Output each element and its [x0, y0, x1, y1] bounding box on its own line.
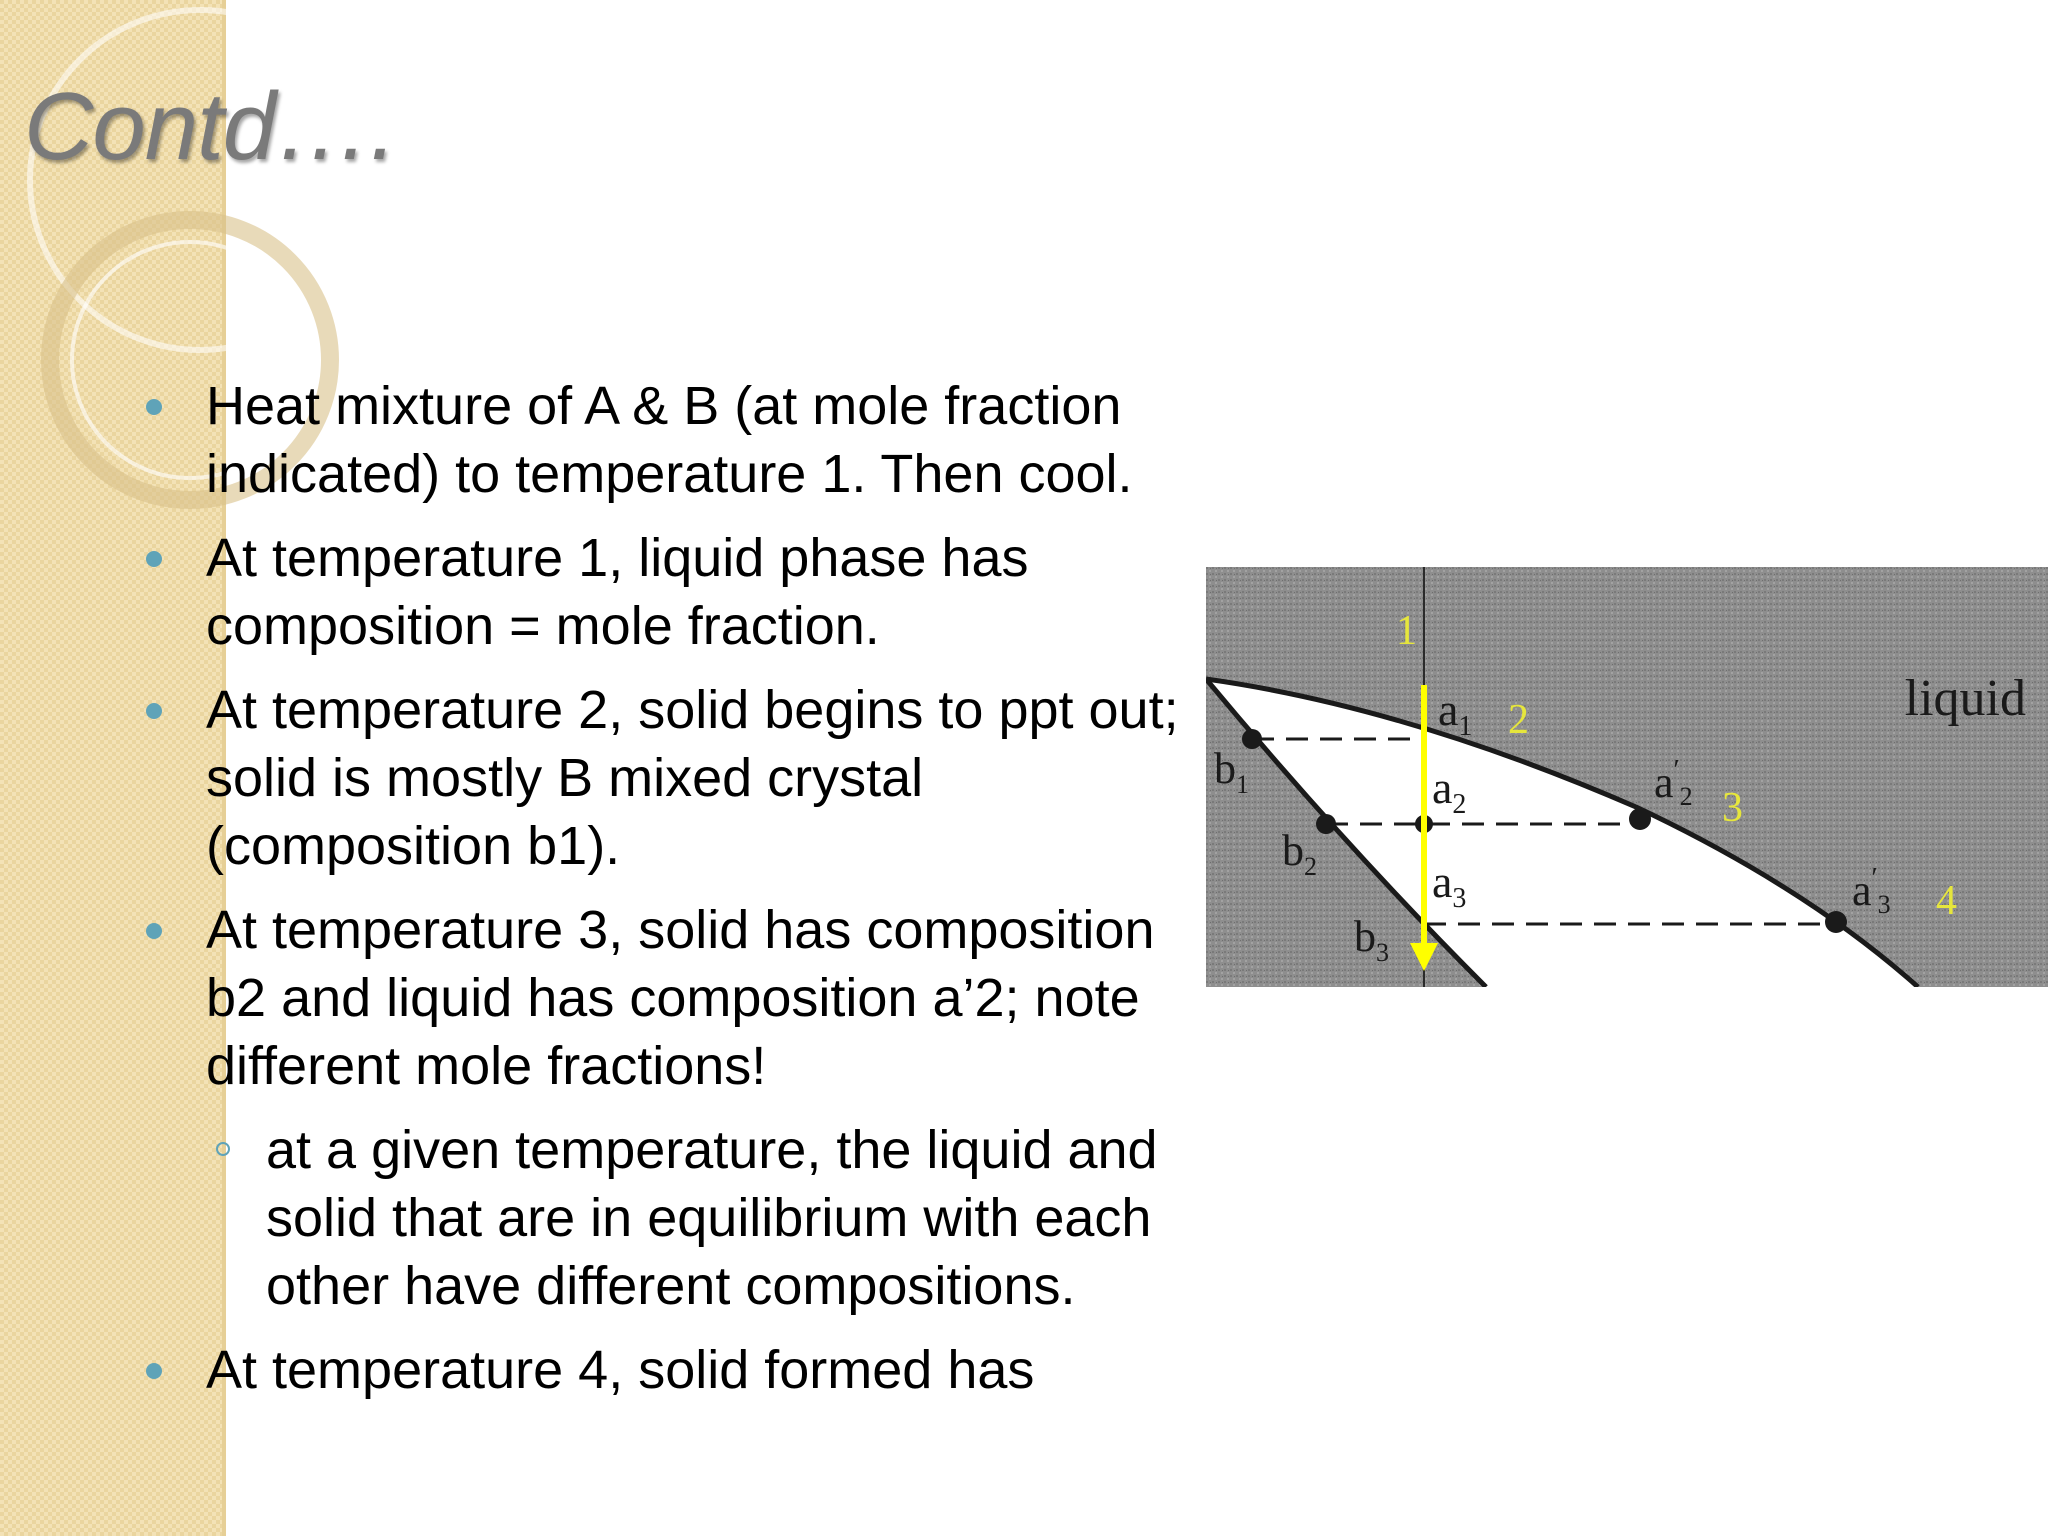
sub-bullet-item [0, 1116, 1200, 1320]
slide-title: Contd…. [24, 73, 396, 180]
bullet-item [0, 1336, 1200, 1404]
point-b2 [1316, 814, 1336, 834]
label-a-prime-2-mark: ′ [1673, 755, 1680, 786]
temperature-label-4: 4 [1936, 878, 1957, 924]
phase-diagram-figure [1206, 567, 2048, 987]
label-b2-letter: b [1282, 826, 1304, 875]
liquid-region-label: liquid [1904, 670, 2026, 727]
bullet-text: At temperature 1, liquid phase has composition = mole fraction. [206, 528, 1029, 656]
label-a2-sub: 2 [1452, 789, 1467, 820]
label-a1-sub: 1 [1458, 711, 1473, 742]
sub-bullet-ring-icon [216, 1142, 230, 1156]
bullet-text: At temperature 2, solid begins to ppt out; solid is mostly B mixed crystal (composition b1). [206, 680, 1179, 876]
temperature-label-2: 2 [1508, 697, 1529, 743]
bullet-text: At temperature 3, solid has composition b2 and liquid has composition a’2; note different mole fractions! [206, 900, 1155, 1096]
point-b1 [1242, 729, 1262, 749]
label-a3-sub: 3 [1452, 883, 1467, 914]
bullet-text: Heat mixture of A & B (at mole fraction indicated) to temperature 1. Then cool. [206, 376, 1133, 504]
label-a1-letter: a [1438, 684, 1459, 735]
point-a-prime-2 [1629, 808, 1651, 830]
label-a-prime-3-mark: ′ [1871, 863, 1878, 894]
point-a-prime-3 [1825, 911, 1847, 933]
label-b2-sub: 2 [1304, 852, 1317, 881]
bullet-item [0, 372, 1200, 508]
label-a-prime-2-sub: 2 [1679, 782, 1693, 811]
label-a3-letter: a [1432, 856, 1453, 907]
phase-diagram [1206, 567, 2048, 987]
label-b1-letter: b [1214, 744, 1236, 793]
label-b1-sub: 1 [1236, 770, 1249, 799]
temperature-label-3: 3 [1722, 785, 1743, 831]
bullet-item [0, 524, 1200, 660]
bullet-text: At temperature 4, solid formed has [206, 1340, 1035, 1400]
label-b3-letter: b [1354, 912, 1376, 961]
bullet-item [0, 896, 1200, 1100]
bullet-list [0, 372, 1200, 1420]
temperature-label-1: 1 [1396, 608, 1417, 654]
bullet-dot-icon [146, 399, 162, 415]
bullet-dot-icon [146, 703, 162, 719]
label-a2-letter: a [1432, 762, 1453, 813]
label-a-prime-3-letter: a [1852, 866, 1872, 915]
label-a-prime-2-letter: a [1654, 758, 1674, 807]
sub-bullet-text: at a given temperature, the liquid and solid that are in equilibrium with each other have different compositions. [266, 1120, 1158, 1316]
bullet-dot-icon [146, 1363, 162, 1379]
bullet-dot-icon [146, 923, 162, 939]
label-b3-sub: 3 [1376, 938, 1389, 967]
label-a-prime-3-sub: 3 [1877, 890, 1891, 919]
bullet-item [0, 676, 1200, 880]
bullet-dot-icon [146, 551, 162, 567]
